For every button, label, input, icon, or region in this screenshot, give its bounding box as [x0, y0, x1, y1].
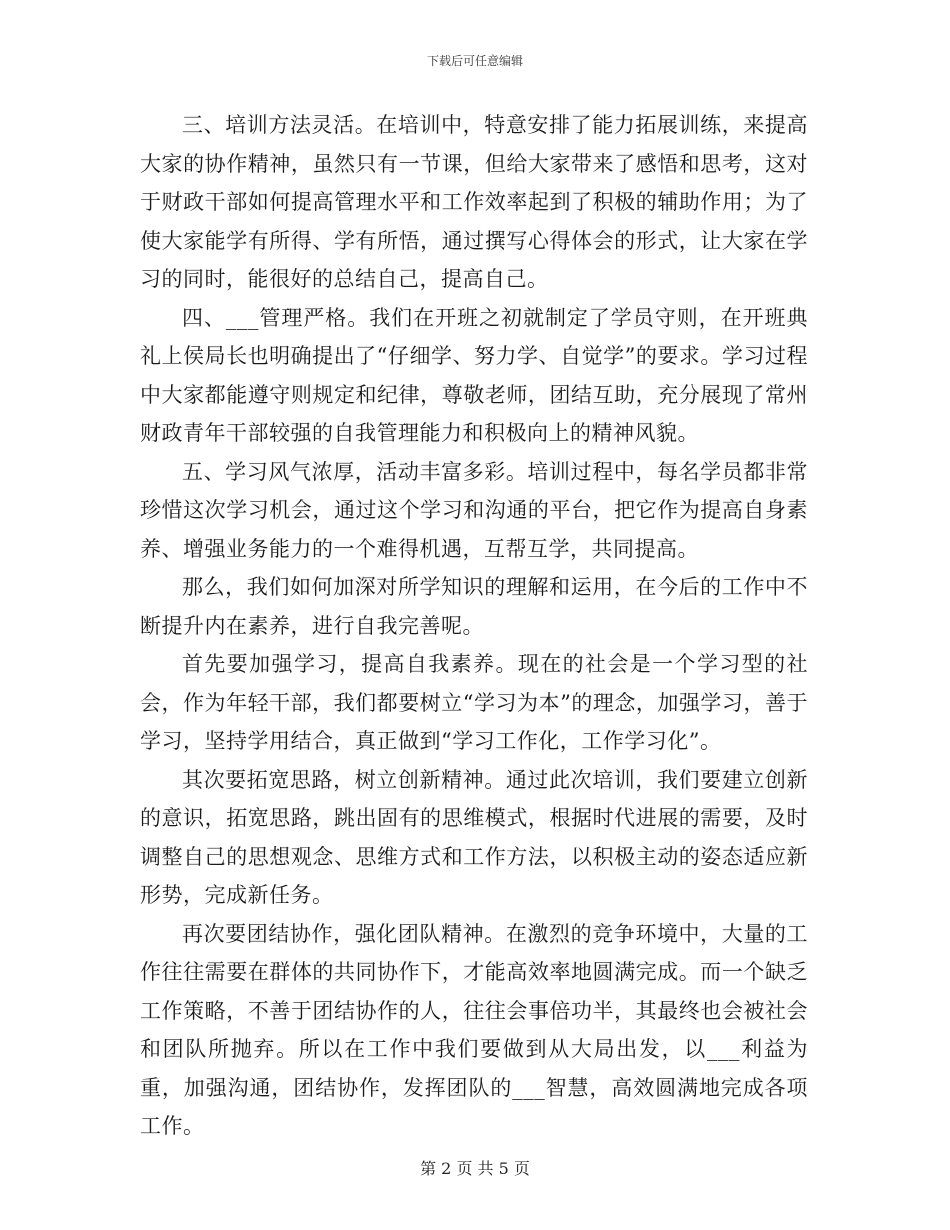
- document-body: [140, 106, 808, 1146]
- paragraph-strengthen-learning: 首先要加强学习，提高自我素养。现在的社会是一个学习型的社会，作为年轻干部，我们都要树立“学习为本”的理念，加强学习，善于学习，坚持学用结合，真正做到“学习工作化，工作学习化”。: [140, 652, 808, 753]
- paragraph-innovation: 其次要拓宽思路，树立创新精神。通过此次培训，我们要建立创新的意识，拓宽思路，跳出固有的思维模式，根据时代进展的需要，及时调整自己的思想观念、思维方式和工作方法，以积极主动的姿态适应新形势，完成新任务。: [140, 767, 808, 907]
- paragraph-learning-atmosphere: 五、学习风气浓厚，活动丰富多彩。培训过程中，每名学员都非常珍惜这次学习机会，通过这个学习和沟通的平台，把它作为提高自身素养、增强业务能力的一个难得机遇，互帮互学，共同提高。: [140, 459, 808, 561]
- page-header: 下载后可任意编辑: [426, 54, 523, 68]
- page-number: 第 2 页 共 5 页: [420, 1159, 530, 1178]
- paragraph-question: 那么，我们如何加深对所学知识的理解和运用，在今后的工作中不断提升内在素养，进行自我完善呢。: [140, 575, 808, 638]
- paragraph-strict-management: 四、___管理严格。我们在开班之初就制定了学员守则，在开班典礼上侯局长也明确提出了“仔细学、努力学、自觉学”的要求。学习过程中大家都能遵守则规定和纪律，尊敬老师，团结互助，充分展现了常州财政青年干部较强的自我管理能力和积极向上的精神风貌。: [140, 305, 808, 445]
- paragraph-training-methods: 三、培训方法灵活。在培训中，特意安排了能力拓展训练，来提高大家的协作精神，虽然只有一节课，但给大家带来了感悟和思考，这对于财政干部如何提高管理水平和工作效率起到了积极的辅助作用；为了使大家能学有所得、学有所悟，通过撰写心得体会的形式，让大家在学习的同时，能很好的总结自己，提高自己。: [140, 113, 808, 291]
- paragraph-teamwork: 再次要团结协作，强化团队精神。在激烈的竞争环境中，大量的工作往往需要在群体的共同协作下，才能高效率地圆满完成。而一个缺乏工作策略，不善于团结协作的人，往往会事倍功半，其最终也会被社会和团队所抛弃。所以在工作中我们要做到从大局出发，以___利益为重，加强沟通，团结协作，发挥团队的___智慧，高效圆满地完成各项工作。: [140, 921, 808, 1138]
